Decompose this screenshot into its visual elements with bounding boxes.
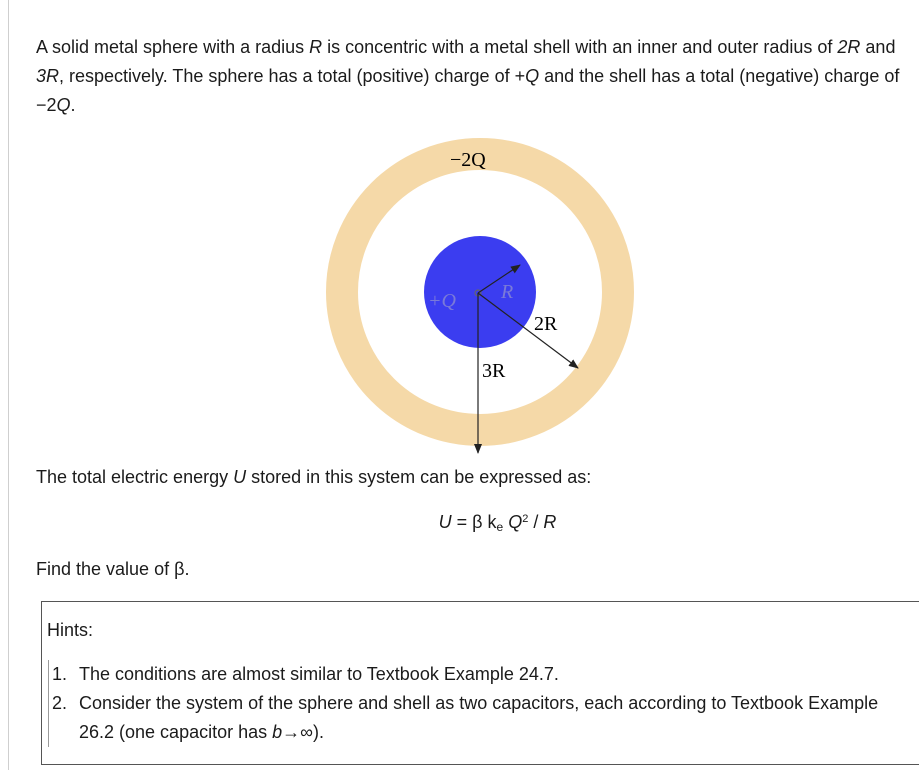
- text-run: and: [860, 37, 896, 57]
- math-variable: Q: [56, 95, 71, 115]
- formula-superscript-2: 2: [522, 513, 529, 525]
- page-left-border: [8, 0, 9, 770]
- hint-text-end: →∞).: [282, 722, 324, 742]
- math-variable: R: [309, 37, 323, 57]
- hint-variable-b: b: [272, 722, 283, 742]
- math-variable: U: [233, 467, 247, 487]
- hint-item: [49, 689, 909, 747]
- formula-slash: /: [528, 512, 544, 532]
- find-beta-text: Find the value of β.: [36, 559, 190, 579]
- formula-q: Q: [508, 512, 523, 532]
- radius-r-label: R: [501, 281, 514, 303]
- hints-box: [41, 601, 919, 765]
- hint-number: 2.: [52, 693, 68, 713]
- radius-3r-label: 3R: [482, 360, 506, 382]
- text-run: The total electric energy: [36, 467, 234, 487]
- hints-title: Hints:: [47, 620, 94, 640]
- energy-statement-text: [36, 463, 896, 492]
- math-variable: Q: [525, 66, 540, 86]
- text-run: , respectively. The sphere has a total (positive) charge of +: [59, 66, 526, 86]
- formula-r: R: [543, 512, 557, 532]
- text-run: is concentric with a metal shell with an inner and outer radius of: [322, 37, 838, 57]
- text-run: stored in this system can be expressed as:: [246, 467, 592, 487]
- sphere-charge-label: +Q: [428, 290, 456, 312]
- sphere-shell-diagram: [320, 135, 640, 460]
- text-run: and the shell has a total (negative) charge of −2: [36, 66, 900, 115]
- math-variable: 3R: [36, 66, 60, 86]
- text-run: .: [70, 95, 76, 115]
- text-run: A solid metal sphere with a radius: [36, 37, 310, 57]
- problem-intro-text: [36, 33, 916, 120]
- hint-item: [49, 660, 909, 689]
- formula-beta-k: = β k: [451, 512, 497, 532]
- formula-lhs: U: [438, 512, 452, 532]
- hint-number: 1.: [52, 664, 68, 684]
- diagram-svg: [320, 135, 640, 455]
- formula-subscript-e: e: [496, 520, 504, 534]
- hint-text: The conditions are almost similar to Textbook Example 24.7.: [79, 664, 559, 684]
- shell-charge-label: −2Q: [450, 149, 486, 171]
- energy-formula: [38, 512, 919, 534]
- math-variable: 2R: [837, 37, 861, 57]
- hint-text: Consider the system of the sphere and shell as two capacitors, each according to Textbook Example 26.2 (one capacitor has: [79, 693, 879, 742]
- hints-list: [48, 660, 909, 747]
- radius-2r-label: 2R: [534, 313, 558, 335]
